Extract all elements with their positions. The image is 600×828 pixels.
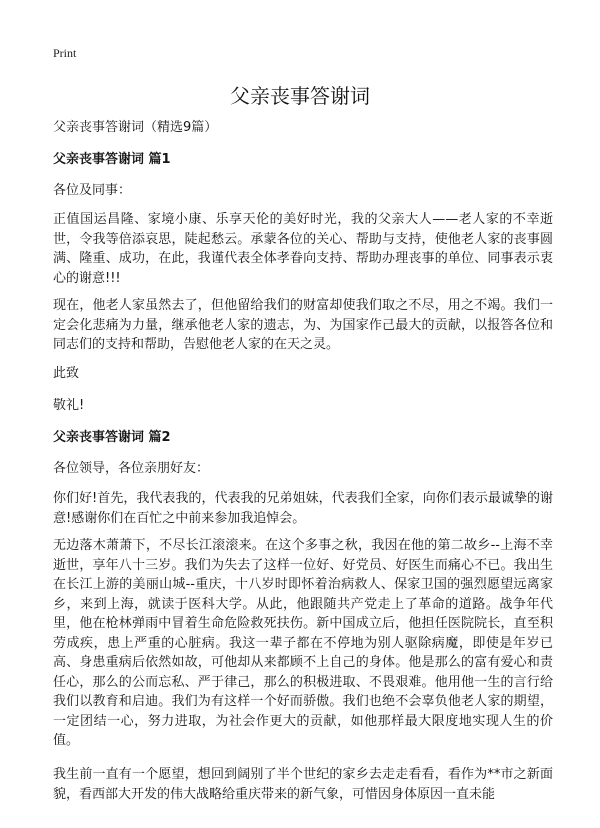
section1-greeting: 各位及同事： [53, 183, 132, 198]
print-link[interactable]: Print [53, 46, 77, 60]
section2-paragraph-1: 你们好!首先，我代表我的，代表我的兄弟姐妹，代表我们全家，向你们表示最诚挚的谢意!感谢你们在百忙之中前来参加我追悼会。 [53, 491, 553, 526]
section1-paragraph-2: 现在，他老人家虽然去了，但他留给我们的财富却使我们取之不尽，用之不竭。我们一定会化悲痛为力量，继承他老人家的遗志，为、为国家作己最大的贡献，以报答各位和同志们的支持和帮助，告慰他老人家的在天之灵。 [53, 298, 553, 352]
section-heading-1: 父亲丧事答谢词 篇1 [53, 152, 171, 167]
section2-greeting: 各位领导，各位亲朋好友： [53, 461, 210, 476]
section-heading-2: 父亲丧事答谢词 篇2 [53, 430, 171, 445]
section2-paragraph-2: 无边落木萧萧下，不尽长江滚滚来。在这个多事之秋，我因在他的第二故乡--上海不幸逝世，享年八十三岁。我们为失去了这样一位好、好党员、好医生而痛心不已。我出生在长江上游的美丽山城--重庆，十八岁时即怀着治病救人、保家卫国的强烈愿望远离家乡，来到上海，就读于医科大学。从此，他跟随共产党走上了革命的道路。战争年代里，他在枪林弹雨中冒着生命危险救死扶伤。新中国成立后，他担任医院院长，直至积劳成疾，患上严重的心脏病。我这一辈子都在不停地为别人驱除病魔，即使是年岁已高、身患重病后依然如故，可他却从来都顾不上自己的身体。他是那么的富有爱心和责任心，那么的公而忘私、严于律己，那么的积极进取、不畏艰难。他用他一生的言行给我们以教育和启迪。我们为有这样一个好而骄傲。我们也绝不会辜负他老人家的期望，一定团结一心，努力进取，为社会作更大的贡献，如他那样最大限度地实现人生的价值。 [53, 538, 553, 748]
section1-paragraph-1: 正值国运昌隆、家境小康、乐享天伦的美好时光，我的父亲大人——老人家的不幸逝世，令我等倍添哀思，陡起愁云。承蒙各位的关心、帮助与支持，使他老人家的丧事圆满、隆重、成功，在此，我谨代表全体孝眷向支持、帮助办理丧事的单位、同事表示衷心的谢意!!! [53, 212, 553, 286]
page-title: 父亲丧事答谢词 [230, 84, 370, 108]
section1-closing-1: 此致 [53, 366, 80, 381]
section2-paragraph-3: 我生前一直有一个愿望，想回到阔别了半个世纪的家乡去走走看看，看作为**市之新面貌，看西部大开发的伟大战略给重庆带来的新气象，可惜因身体原因一直未能 [53, 767, 553, 802]
doc-subtitle: 父亲丧事答谢词（精选9篇） [53, 120, 218, 135]
section1-closing-2: 敬礼! [53, 398, 85, 413]
